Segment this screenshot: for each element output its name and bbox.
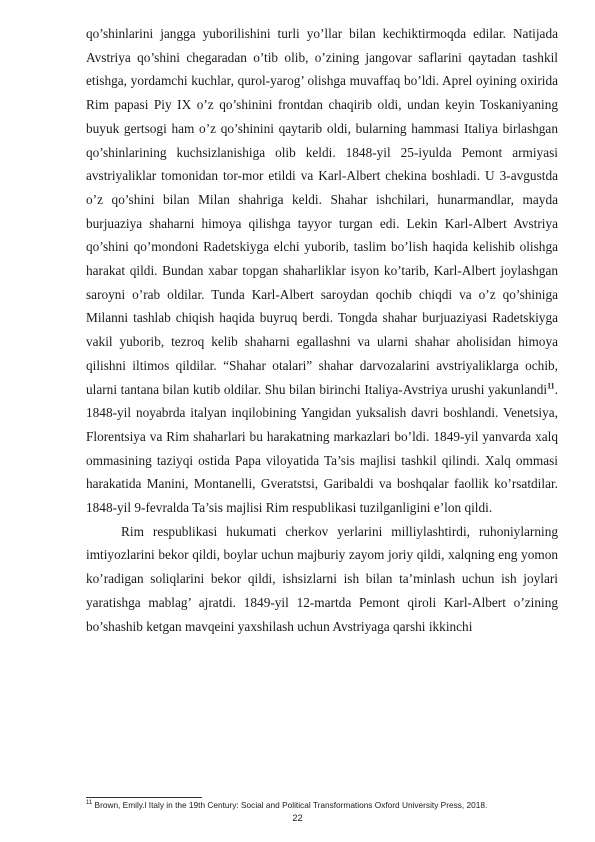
body-text: . 1848-yil noyabrda italyan inqilobining Yangidan yuksalish davri boshlandi. Venetsiya, Florentsiya va Rim shaharlari bu harakatning markazlari bo’ldi. 1849-yil yanvarda xalq ommasining taziyqi ostida Papa viloyatida Ta’sis majlisi tashkil qilindi. Xalq ommasi harakatida Manini, Montanelli, Gveratstsi, Garibaldi va boshqalar faollik ko’rsatdilar. 1848-yil 9-fevralda Ta’sis majlisi Rim respublikasi tuzilganligini e’lon qildi.	[86, 381, 558, 516]
body-paragraph-1	[86, 22, 558, 520]
page-body	[86, 22, 558, 638]
footnote	[86, 800, 558, 811]
footnote-reference[interactable]: 11	[547, 381, 555, 391]
footnote-text: Brown, Emily.l Italy in the 19th Century: Social and Political Transformations Oxford University Press, 2018.	[92, 800, 488, 810]
body-paragraph-2: Rim respublikasi hukumati cherkov yerlarini milliylashtirdi, ruhoniylarning imtiyozlarini bekor qildi, boylar uchun majburiy zayom joriy qildi, xalqning eng yomon ko’radigan soliqlarini bekor qildi, ishsizlarni ish bilan ta’minlash uchun ish joylari yaratishga mablag’ ajratdi. 1849-yil 12-martda Pemont qiroli Karl-Albert o’zining bo’shashib ketgan mavqeini yaxshilash uchun Avstriyaga qarshi ikkinchi	[86, 523, 558, 634]
footnote-divider	[86, 797, 202, 798]
body-text: qo’shinlarini jangga yuborilishini turli yo’llar bilan kechiktirmoqda edilar. Natijada Avstriya qo’shini chegaradan o’tib olib, o’zining jangovar saflarini qaytadan tashkil etishga, yordamchi kuchlar, qurol-yarog’ olishga muvaffaq bo’ldi. Aprel oyining oxirida Rim papasi Piy IX o’z qo’shinini frontdan chaqirib oldi, undan keyin Toskaniyaning buyuk gertsogi ham o’z qo’shinini qaytarib oldi, bularning hammasi Italiya birlashgan qo’shinlarining kuchsizlanishiga olib keldi. 1848-yil 25-iyulda Pemont armiyasi avstriyaliklar tomonidan tor-mor etildi va Karl-Albert chekina boshladi. U 3-avgustda o’z qo’shini bilan Milan shahriga keldi. Shahar ishchilari, hunarmandlar, mayda burjuaziya shaharni himoya qilishga tayyor turgan edi. Lekin Karl-Albert Avstriya qo’shini qo’mondoni Radetskiyga elchi yuborib, taslim bo’lish haqida kelishib olishga harakat qildi. Bundan xabar topgan shaharliklar isyon ko’tarib, Karl-Albert joylashgan saroyni o’rab oldilar. Tunda Karl-Albert saroydan qochib chiqdi va o’z qo’shiniga Milanni tashlab chiqish haqida buyruq berdi. Tongda shahar burjuaziyasi Radetskiyga vakil yuborib, tezroq kelib shaharni egallashni va ularni shahar aholisidan himoya qilishni iltimos qildilar. “Shahar otalari” shahar darvozalarini avstriyaliklarga ochib, ularni tantana bilan kutib oldilar. Shu bilan birinchi Italiya-Avstriya urushi yakunlandi	[86, 26, 558, 397]
footnote-number: 11	[86, 800, 93, 807]
page-number: 22	[292, 813, 303, 823]
